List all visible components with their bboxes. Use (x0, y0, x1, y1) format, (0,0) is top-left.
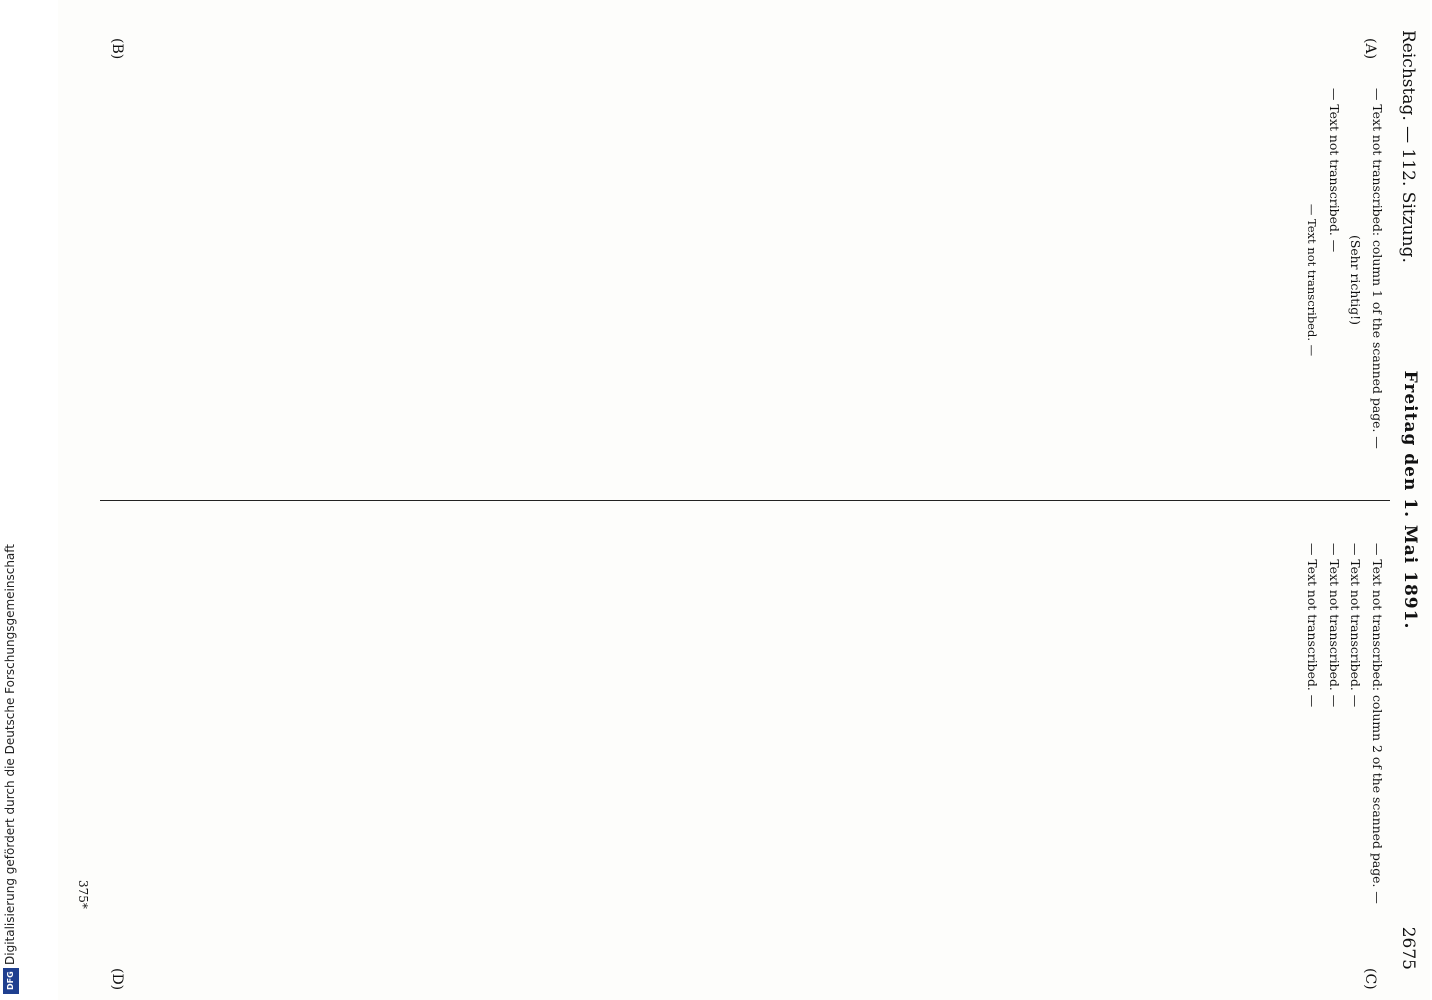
credit-text: Digitalisierung gefördert durch die Deutsche Forschungsgemeinschaft (3, 543, 17, 965)
text-column-left (116, 70, 1386, 490)
page-area (58, 0, 1430, 1000)
text-column-right (116, 525, 1386, 945)
header-left: Reichstag. — 112. Sitzung. (1398, 30, 1418, 263)
interjection: (Sehr richtig!) (1348, 235, 1364, 325)
folio-mark: 375* (76, 880, 90, 909)
page-number: 2675 (1398, 926, 1418, 970)
paragraph: — Text not transcribed. — (1348, 543, 1364, 708)
margin-marker-b: (B) (109, 38, 125, 60)
paragraph: — Text not transcribed. — (1305, 543, 1321, 708)
column-divider (100, 500, 1390, 501)
paragraph: — Text not transcribed: column 1 of the scanned page. — (1370, 88, 1385, 449)
paragraph: — Text not transcribed. — (1326, 88, 1342, 253)
margin-marker-c: (C) (1362, 968, 1378, 990)
margin-marker-d: (D) (109, 968, 125, 991)
paragraph: — Text not transcribed. — (1305, 203, 1320, 357)
paragraph: — Text not transcribed: column 2 of the scanned page. — (1370, 543, 1385, 904)
dfg-logo-icon: DFG (3, 968, 19, 994)
header-date: Freitag den 1. Mai 1891. (1400, 370, 1420, 630)
document-page (58, 0, 1430, 1000)
paragraph: — Text not transcribed. — (1326, 543, 1342, 708)
margin-marker-a: (A) (1362, 38, 1378, 60)
digitization-credit (0, 0, 22, 1000)
page-header (1396, 0, 1430, 1000)
